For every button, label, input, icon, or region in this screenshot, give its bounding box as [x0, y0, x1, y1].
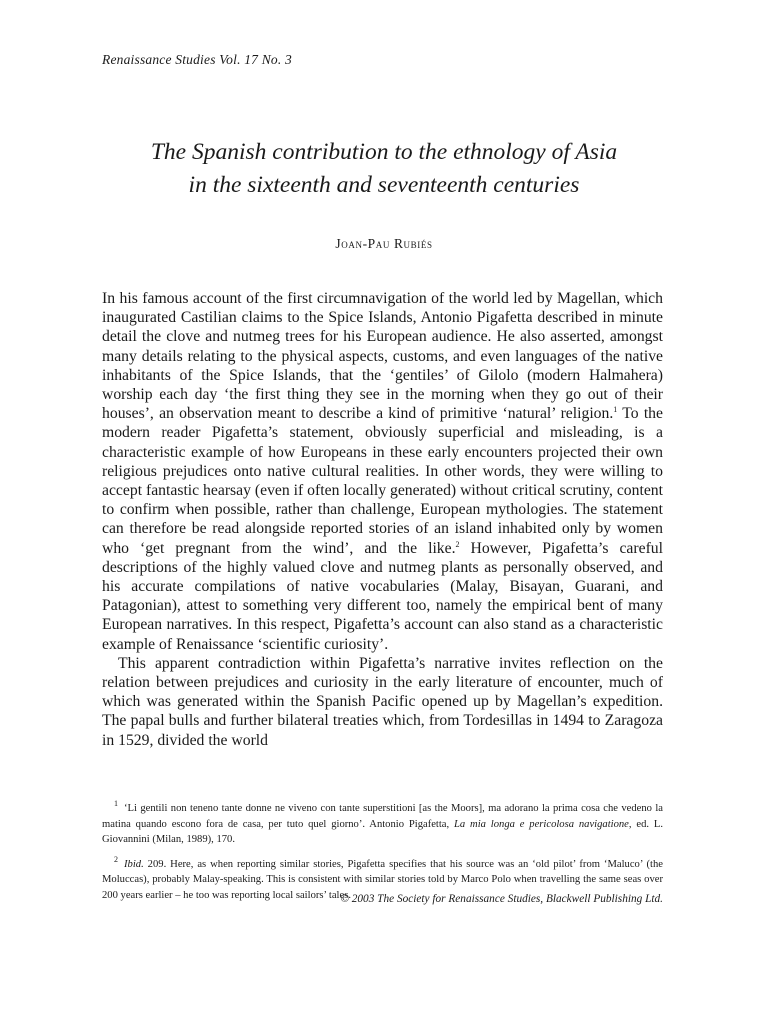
footnote-ref-1[interactable]: 1 — [613, 405, 618, 415]
footnote-1-mark: 1 — [114, 799, 118, 808]
journal-header: Renaissance Studies Vol. 17 No. 3 — [102, 52, 292, 67]
copyright-notice: © 2003 The Society for Renaissance Studies, Blackwell Publishing Ltd. — [340, 893, 663, 905]
title-line-2: in the sixteenth and seventeenth centuries — [188, 172, 580, 198]
paragraph-2: This apparent contradiction within Pigafetta’s narrative invites reflection on the relation between prejudices and curiosity in the early literature of encounter, much of which was generated within the Spanish Pacific opened up by Magellan’s expedition. The papal bulls and further bilateral treaties which, from Tordesillas in 1494 to Zaragoza in 1529, divided the world — [102, 654, 663, 749]
footnotes — [102, 796, 663, 904]
article-body — [102, 289, 663, 750]
paragraph-1-part-a: In his famous account of the first circumnavigation of the world led by Magellan, which inaugurated Castilian claims to the Spice Islands, Antonio Pigafetta described in minute detail the clove and nutmeg trees for his European audience. He also asserted, amongst many details relating to the physical aspects, customs, and even languages of the native inhabitants of the Spice Islands, that the ‘gentiles’ of Gilolo (modern Halmahera) worship each day ‘the first thing they see in the morning when they go out of their houses’, an observation meant to describe a kind of primitive ‘natural’ religion. — [102, 290, 663, 423]
footnote-1-citation: , ed. L. Giovannini (Milan, 1989), 170. — [102, 818, 663, 846]
footnote-2-text: 209. Here, as when reporting similar stories, Pigafetta specifies that his source was an ‘old pilot’ from ‘Maluco’ (the Moluccas), probably Malay-speaking. This is consistent with similar stories told by Marco Polo when travelling the same seas over 200 years earlier – he too was reporting local sailors’ tales. — [102, 858, 663, 901]
paragraph-1 — [102, 289, 663, 654]
paragraph-1-part-b: To the modern reader Pigafetta’s statement, obviously superficial and misleading, is a characteristic example of how Europeans in these early encounters projected their own religious prejudices onto native cultural realities. In other words, they were willing to accept fantastic hearsay (even if often locally generated) without critical scrutiny, content to confirm when possible, rather than challenge, European mythologies. The statement can therefore be read alongside reported stories of an island inhabited only by women who ‘get pregnant from the wind’, and the like. — [102, 405, 663, 557]
footnote-1 — [102, 796, 663, 848]
paragraph-1-part-c: However, Pigafetta’s careful descriptions of the highly valued clove and nutmeg plants as personally observed, and his accurate compilations of native vocabularies (Malay, Bisayan, Guarani, and Patagonian), attest to something very different too, namely the empirical bent of many European narratives. In this respect, Pigafetta’s account can also stand as a characteristic example of Renaissance ‘scientific curiosity’. — [102, 539, 664, 653]
footnote-1-book-title: La mia longa e pericolosa navigatione — [454, 818, 629, 830]
footnote-2-ibid: Ibid. — [124, 858, 144, 870]
footnote-1-text: ‘Li gentili non teneno tante donne ne viveno con tante superstitioni [as the Moors], ma adorano la prima cosa che vedeno la matina quando escono fora de casa, per tuto quel giorno’. Antonio Pigafetta, — [102, 803, 663, 830]
footnote-ref-2[interactable]: 2 — [455, 539, 460, 549]
title-line-1: The Spanish contribution to the ethnology of Asia — [150, 139, 618, 165]
footnote-2-mark: 2 — [114, 854, 118, 864]
author-name: Joan-Pau Rubiés — [335, 236, 433, 251]
article-title — [60, 136, 708, 202]
